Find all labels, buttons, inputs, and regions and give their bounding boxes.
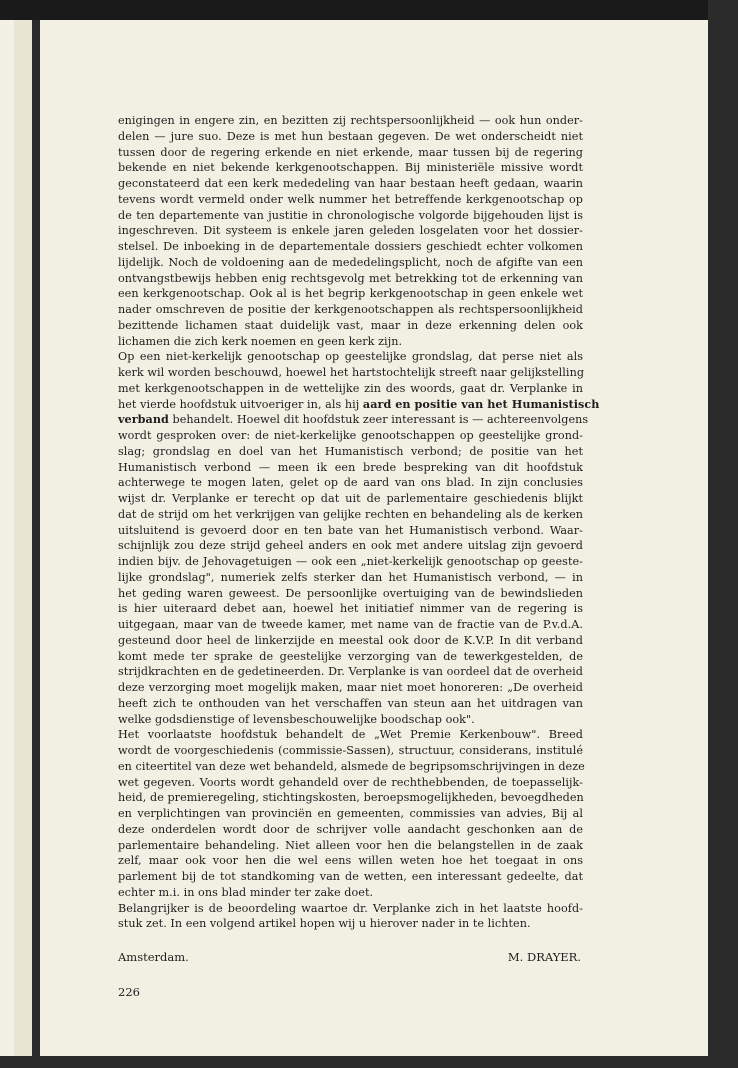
text-line: ontvangstbewijs hebben enig rechtsgevolg met betrekking tot de erkenning van — [118, 271, 583, 285]
paragraph — [118, 901, 583, 933]
text-line: heid, de premieregeling, stichtingskosten, beroepsmogelijkheden, bevoegdheden — [118, 791, 584, 805]
text-line: Het voorlaatste hoofdstuk behandelt de „Wet Premie Kerkenbouw". Breed — [118, 728, 583, 742]
text-line: wet gegeven. Voorts wordt gehandeld over de rechthebbenden, de toepasselijk- — [118, 775, 583, 789]
text-line: deze verzorging moet mogelijk maken, maar niet moet honoreren: „De overheid — [118, 681, 583, 694]
text-line: uitsluitend is gevoerd door en ten bate van het Humanistisch verbond. Waar- — [118, 523, 583, 537]
text-line: stelsel. De inboeking in de departementale dossiers geschiedt echter volkomen — [118, 240, 583, 253]
text-line: bekende en niet bekende kerkgenootschappen. Bij ministeriële missive wordt — [118, 161, 583, 175]
text-line: uitgegaan, maar van de tweede kamer, met name van de fractie van de P.v.d.A. — [118, 618, 583, 631]
text-line: Humanistisch verbond — meen ik een brede bespreking van dit hoofdstuk — [118, 460, 583, 474]
text-line: het geding waren geweest. De persoonlijke overtuiging van de bewindslieden — [118, 586, 583, 600]
paragraph — [118, 349, 600, 727]
text-line: geconstateerd dat een kerk mededeling van haar bestaan heeft gedaan, waarin — [118, 177, 583, 190]
emphasis: verband — [118, 412, 169, 427]
text-line: deze onderdelen wordt door de schrijver volle aandacht geschonken aan de — [118, 822, 583, 836]
text-line: achterwege te mogen laten, gelet op de aard van ons blad. In zijn conclusies — [118, 476, 583, 490]
text-line: slag; grondslag en doel van het Humanistisch verbond; de positie van het — [118, 444, 583, 458]
text-line: is hier uiteraard debet aan, hoewel het initiatief nimmer van de regering is — [118, 602, 583, 616]
text-line: enigingen in engere zin, en bezitten zij rechtspersoonlijkheid — ook hun onder- — [118, 114, 583, 127]
text-line: een kerkgenootschap. Ook al is het begrip kerkgenootschap in geen enkele wet — [118, 287, 583, 301]
signature-place: Amsterdam. — [118, 950, 189, 964]
text-line: lijke grondslag", numeriek zelfs sterker dan het Humanistisch verbond, — in — [118, 570, 583, 584]
scan-margin-left — [0, 0, 14, 1068]
text-line: parlementaire behandeling. Niet alleen voor hen die belangstellen in de zaak — [118, 838, 583, 852]
text-line: wordt gesproken over: de niet-kerkelijke genootschappen op geestelijke grond- — [118, 429, 583, 442]
paragraph — [118, 113, 583, 349]
text-line: wordt de voorgeschiedenis (commissie-Sassen), structuur, considerans, institulé — [118, 744, 583, 757]
text-line: tevens wordt vermeld onder welk nummer het betreffende kerkgenootschap op — [118, 192, 583, 206]
text-line: welke godsdienstige of levensbeschouwelijke boodschap ook". — [118, 712, 475, 726]
scan-edge-bottom — [0, 1056, 738, 1068]
emphasis: aard en positie van het Humanistisch — [362, 396, 600, 411]
article-body — [118, 113, 600, 932]
text-line: delen — jure suo. Deze is met hun bestaan gegeven. De wet onderscheidt niet — [118, 129, 583, 143]
text-line: wijst dr. Verplanke er terecht op dat uit de parlementaire geschiedenis blijkt — [118, 492, 583, 505]
text-line: parlement bij de tot standkoming van de wetten, een interessant gedeelte, dat — [118, 870, 583, 883]
page-number: 226 — [118, 985, 140, 999]
text-line: indien bijv. de Jehovagetuigen — ook een „niet-kerkelijk genootschap op geeste- — [118, 555, 583, 568]
text-line: ingeschreven. Dit systeem is enkele jaren geleden losgelaten voor het dossier- — [118, 224, 583, 238]
signature-author: M. DRAYER. — [507, 950, 581, 964]
signature-line — [118, 950, 581, 964]
text-line: tussen door de regering erkende en niet erkende, maar tussen bij de regering — [118, 145, 583, 159]
text-line: dat de strijd om het verkrijgen van gelijke rechten en behandeling als de kerken — [118, 507, 583, 521]
text-line: zelf, maar ook voor hen die wel eens willen weten hoe het toegaat in ons — [118, 854, 583, 868]
text-line: verband behandelt. Hoewel dit hoofdstuk zeer interessant is — achtereenvolgens — [118, 412, 589, 427]
text-line: bezittende lichamen staat duidelijk vast, maar in deze erkenning delen ook — [118, 318, 583, 332]
scan-binding-edge — [32, 0, 40, 1068]
text-line: het vierde hoofdstuk uitvoeriger in, als hij aard en positie van het Humanistisch — [118, 396, 600, 411]
text-line: lijdelijk. Noch de voldoening aan de mededelingsplicht, noch de afgifte van een — [118, 255, 583, 269]
text-line: kerk wil worden beschouwd, hoewel het hartstochtelijk streeft naar gelijkstelling — [118, 366, 585, 379]
text-line: gesteund door heel de linkerzijde en meestal ook door de K.V.P. In dit verband — [118, 633, 583, 647]
text-line: strijdkrachten en de gedetineerden. Dr. Verplanke is van oordeel dat de overheid — [118, 665, 583, 679]
text-line: en verplichtingen van provinciën en gemeenten, commissies van advies, Bij al — [118, 807, 583, 820]
text-line: Op een niet-kerkelijk genootschap op geestelijke grondslag, dat perse niet als — [118, 350, 583, 364]
text-line: en citeertitel van deze wet behandeld, alsmede de begripsomschrijvingen in deze — [118, 759, 585, 773]
text-line: Belangrijker is de beoordeling waartoe dr. Verplanke zich in het laatste hoofd- — [118, 901, 583, 915]
text-line: nader omschreven de positie der kerkgenootschappen als rechtspersoonlijkheid — [118, 303, 583, 316]
scan-edge-right — [708, 0, 738, 1068]
text-line: echter m.i. in ons blad minder ter zake doet. — [118, 885, 374, 899]
text-line: de ten departemente van justitie in chronologische volgorde bijgehouden lijst is — [118, 208, 583, 222]
text-line: stuk zet. In een volgend artikel hopen wij u hierover nader in te lichten. — [118, 917, 531, 931]
text-line: schijnlijk zou deze strijd geheel anders en ook met andere uitslag zijn gevoerd — [118, 539, 583, 553]
text-line: lichamen die zich kerk noemen en geen kerk zijn. — [118, 334, 403, 348]
text-line: heeft zich te onthouden van het verschaffen van steun aan het uitdragen van — [118, 696, 583, 710]
scan-edge-top — [0, 0, 738, 20]
text-line: met kerkgenootschappen in de wettelijke zin des woords, gaat dr. Verplanke in — [118, 381, 583, 395]
text-line: komt mede ter sprake de geestelijke verzorging van de tewerkgestelden, de — [118, 649, 583, 663]
paragraph — [118, 727, 583, 900]
